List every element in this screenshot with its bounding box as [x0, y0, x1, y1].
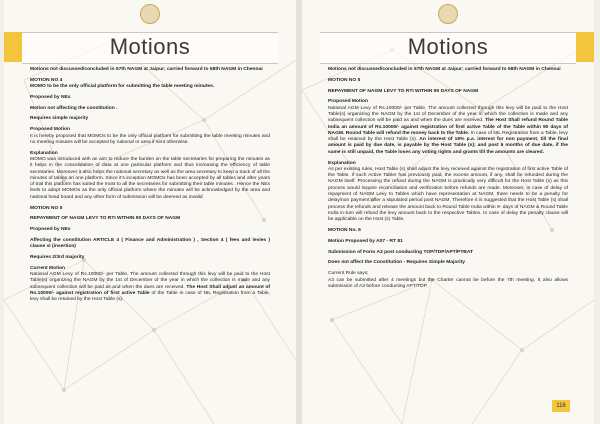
proposed-motion-text [328, 106, 568, 156]
explanation-text: MOMO was introduced with an aim to reduce the burden on the table secretaries for preparing the minutes as it helps in the consolidation of data at one particular platform and thus increasing the efficiency of table secretaries. Moreover it also helps the national secretary as well as the area secretary to keep a track of all the minutes of tables on one platform. Since it's inception MOMOs has been accepted by all tables and after years of trial this platform has suited the most to all the secretaries for submitting their table minutes . Hence the NEx feels to adopt MOMOs as the only official platform where the minutes will be acknowledged by the area and national head board and any other form of submission will be deemed as invalid [30, 156, 270, 200]
motion-5-number: MOTION NO 5 [30, 205, 63, 211]
left-page [4, 0, 296, 424]
page-number: 116 [552, 400, 570, 412]
motion-6-proposed-by: Motion Proposed by A07 - RT 81 [328, 238, 403, 244]
page-title: Motions [407, 34, 489, 59]
current-rule-heading: Current Rule says; [328, 271, 369, 277]
majority-requirement: Requires simple majority [30, 116, 89, 122]
proposed-text-a: National AGM Levy of Rs.10000/- per Table. The amount collected through this levy will be paid to the Host Table(s) organizing the NAGM by the 1st of December of the year in which the collection is made and any subsequent collection will be paid as and when the dues are received. [328, 105, 568, 124]
proposed-motion-heading: Proposed Motion [328, 99, 368, 105]
right-page [302, 0, 594, 424]
round-table-logo [438, 4, 458, 24]
motion-title: MOMO to be the only official platform for submitting the table meeting minutes. [30, 84, 215, 90]
motion-6-title: Submission of Form A3 post conducting TOP/TDP/APT/PTBAT [328, 249, 473, 255]
motion-5-majority: Requires 2/3rd majority [30, 255, 85, 261]
motion-5-constitution-effect: Affecting the constitution ARTICLE 4 ( Finance and Administration ) , Section 4 ( fees and levies ) clause vi (insertion) [30, 237, 270, 250]
right-page-content [328, 67, 568, 295]
motion-number: MOTION NO 4 [30, 77, 63, 83]
proposed-motion-heading: Proposed Motion [30, 127, 70, 133]
proposed-motion-text: It is hereby proposed that MOMOs to be the only official platform for submitting the table meeting minutes and no meeting minutes will be accepted by national or area if sent otherwise. [30, 133, 270, 145]
motion-5-title: REPAYMENT OF NAGM LEVY TO RTI WITHIN 90 DAYS OF NAGM [30, 216, 181, 222]
intro-text: Motions not discussed/concluded in 57th NAGM at Jaipur; carried forward to 58th NAGM in Chennai [30, 67, 263, 72]
left-page-content [30, 67, 270, 308]
current-rule-text: A3 can be submitted after 4 meetings but the Charter cannot be before the 7th meeting. It also allows submission of A3 before conducting APT/TDP. [328, 277, 568, 289]
proposed-text-bold-2: An interest of 18% p.a. interest for non payment, till the final amount is paid by due date, is payable by the Host Table (s); and post 6 months of due date, if the same is still unpaid, the Table loses any voting rights and grants till the amounts are cleared. [328, 137, 568, 155]
motion-number: MOTION NO 5 [328, 77, 361, 83]
motion-6-constitution-effect: Does not affect the Constitution - Requires Simple Majority [328, 260, 465, 266]
explanation-text: As per existing rules, Host Table (s) shall adjust the levy received against the registration of first active Table of the Table. If such Active Tabler has previously paid, the excess amount, if any, shall be refunded during the NAGM itself. Processing the refund during the NAGM is practically very difficult for the Host Table (s) as this process would require reconciliation and verification before refunds are made. Moreover, in case of delay of repayment of NAGM Levy to Tables which have representation at NAGM, there needs to be a penalty for delay/non payment after a stipulated period post NAGM. Therefore it is suggested that the Host Table (s) shall process the refunds and release the amount back to Round Table India within 9- days of NAGM & Round Table India in-turn will refund the levy amount back to the respective Tables. In case of delay the penalty clause will be applicable on the Host (s) Table. [328, 166, 568, 223]
motion-5-proposed-by: Proposed by NEx [30, 227, 71, 233]
current-motion-text-bold: The Host Shall adjust an amount of Rs.10000/- against registration of first active Table [30, 284, 270, 297]
current-motion-text-b: of the Table in case of NIL Registration from a Table, levy shall be retained by the Host Table (s). [30, 291, 270, 303]
page-title: Motions [109, 34, 191, 59]
motion-title: REPAYMENT OF NAGM LEVY TO RTI WITHIN 90 DAYS OF NAGM [328, 88, 479, 94]
proposed-text-bold-1: The Host Shall refund Round Table India an amount of Rs.10000/- against registration of first active Table of the Table within 90 days of NAGM. Round Table will refund the money back to the Table. [328, 118, 569, 136]
current-motion-text [30, 272, 270, 303]
proposed-text-b: In case of NIL Registration from a Table, levy shall be retained by the Host Table (s). [328, 130, 569, 143]
current-motion-heading: Current Motion [30, 265, 66, 271]
proposed-by: Proposed by NEx [30, 94, 71, 100]
constitution-effect: Motion not affecting the constitution . [30, 105, 118, 111]
round-table-logo [140, 4, 160, 24]
intro-text: Motions not discussed/concluded in 57th NAGM at Jaipur; carried forward to 58th NAGM in Chennai [328, 67, 561, 72]
explanation-heading: Explanation [30, 150, 58, 156]
motion-6-number: MOTION No. 6 [328, 228, 361, 234]
explanation-heading: Explanation [328, 160, 356, 166]
current-motion-text-a: National AGM Levy of Rs.10000/- per Table. The amount collected through this levy will be paid to the Host Table(s) organizing the NAGM by the 1st of December of the year in which the collection is made and any subsequent collection will be paid as and when the dues are received. [30, 272, 270, 290]
